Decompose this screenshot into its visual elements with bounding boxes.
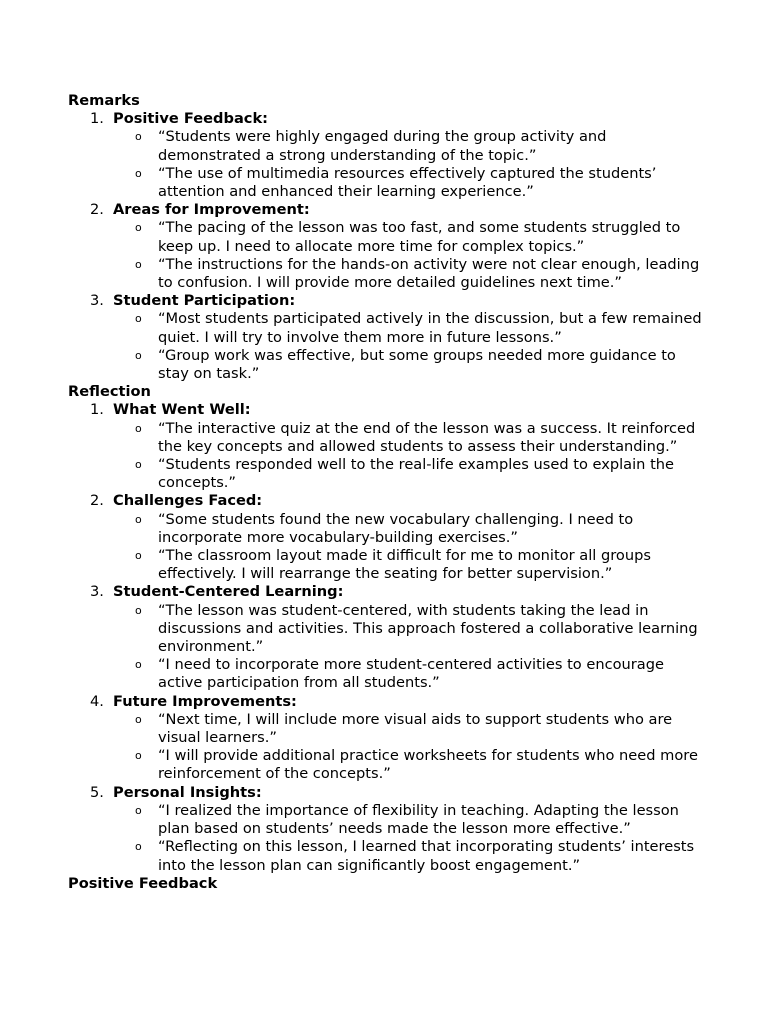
sub-list-item: [113, 747, 703, 783]
sub-list-item: [113, 511, 703, 547]
item-number: 1.: [90, 401, 104, 419]
item-title: Areas for Improvement:: [113, 201, 310, 219]
sub-list-item: [113, 420, 703, 456]
list-item: [68, 583, 708, 692]
sub-list-item: [113, 219, 703, 255]
item-title: Future Improvements:: [113, 692, 297, 710]
note-text: “I realized the importance of flexibility in teaching. Adapting the lesson plan based on students’ needs made the lesson more effective.”: [158, 801, 679, 838]
bullet-icon: o: [135, 803, 142, 817]
note-text: “Students were highly engaged during the group activity and demonstrated a strong understanding of the topic.”: [158, 128, 607, 164]
sub-list-item: [113, 165, 703, 201]
bullet-icon: o: [135, 130, 142, 144]
list-item: [68, 784, 708, 875]
bullet-icon: o: [135, 549, 142, 563]
sub-list: [113, 511, 708, 584]
sub-list-item: [113, 547, 703, 583]
note-text: “The classroom layout made it difficult for me to monitor all groups effectively. I will rearrange the seating for better supervision.”: [158, 547, 651, 583]
item-title: Student-Centered Learning:: [113, 583, 344, 601]
bullet-icon: o: [135, 421, 142, 435]
bullet-icon: o: [135, 221, 142, 235]
item-number: 4.: [90, 692, 104, 710]
item-number: 2.: [90, 201, 104, 219]
item-title: Student Participation:: [113, 292, 296, 310]
numbered-list: [68, 110, 708, 383]
note-text: “I will provide additional practice worksheets for students who need more reinforcement of the concepts.”: [158, 747, 698, 783]
document-page: [68, 92, 708, 893]
list-item: [68, 201, 708, 292]
note-text: “The pacing of the lesson was too fast, and some students struggled to keep up. I need to allocate more time for complex topics.”: [158, 219, 681, 255]
numbered-list: [68, 401, 708, 874]
item-number: 3.: [90, 583, 104, 601]
item-title: What Went Well:: [113, 401, 251, 419]
sub-list-item: [113, 656, 703, 692]
sub-list-item: [113, 347, 703, 383]
list-item: [68, 693, 708, 784]
bullet-icon: o: [135, 512, 142, 526]
sub-list: [113, 802, 708, 875]
note-text: “The interactive quiz at the end of the lesson was a success. It reinforced the key concepts and allowed students to assess their understanding.”: [158, 419, 696, 455]
note-text: “The use of multimedia resources effectively captured the students’ attention and enhanced their learning experience.”: [158, 164, 657, 200]
item-number: 2.: [90, 492, 104, 510]
sub-list-item: [113, 711, 703, 747]
bullet-icon: o: [135, 458, 142, 472]
item-title: Positive Feedback:: [113, 110, 268, 128]
bullet-icon: o: [135, 712, 142, 726]
list-item: [68, 110, 708, 201]
list-item: [68, 401, 708, 492]
sub-list: [113, 420, 708, 493]
section-heading: Remarks: [68, 92, 140, 109]
note-text: “Reflecting on this lesson, I learned that incorporating students’ interests into the lesson plan can significantly boost engagement.”: [158, 838, 695, 874]
section-heading: Reflection: [68, 383, 151, 401]
note-text: “The instructions for the hands-on activity were not clear enough, leading to confusion. I will provide more detailed guidelines next time.”: [158, 255, 700, 292]
sub-list-item: [113, 802, 703, 838]
bullet-icon: o: [135, 312, 142, 326]
list-item: [68, 292, 708, 383]
item-number: 1.: [90, 110, 104, 128]
section-remarks: [68, 92, 708, 383]
sub-list-item: [113, 310, 703, 346]
note-text: “I need to incorporate more student-centered activities to encourage active participation from all students.”: [158, 656, 664, 692]
note-text: “Some students found the new vocabulary challenging. I need to incorporate more vocabulary-building exercises.”: [158, 510, 634, 546]
bullet-icon: o: [135, 166, 142, 180]
bullet-icon: o: [135, 257, 142, 271]
sub-list: [113, 219, 708, 292]
note-text: “Students responded well to the real-life examples used to explain the concepts.”: [158, 456, 675, 492]
note-text: “Group work was effective, but some groups needed more guidance to stay on task.”: [158, 346, 676, 383]
bullet-icon: o: [135, 603, 142, 617]
sub-list: [113, 128, 708, 201]
item-number: 5.: [90, 783, 104, 801]
note-text: “Next time, I will include more visual aids to support students who are visual learners.”: [158, 710, 673, 747]
list-item: [68, 492, 708, 583]
sub-list-item: [113, 128, 703, 164]
item-title: Personal Insights:: [113, 783, 262, 801]
item-title: Challenges Faced:: [113, 492, 263, 510]
note-text: “The lesson was student-centered, with students taking the lead in discussions and activities. This approach fostered a collaborative learning environment.”: [158, 601, 698, 656]
section-reflection: [68, 383, 708, 874]
sub-list: [113, 711, 708, 784]
sub-list-item: [113, 256, 703, 292]
sub-list: [113, 310, 708, 383]
bullet-icon: o: [135, 749, 142, 763]
sub-list: [113, 602, 708, 693]
sub-list-item: [113, 602, 703, 657]
bullet-icon: o: [135, 348, 142, 362]
bullet-icon: o: [135, 840, 142, 854]
sub-list-item: [113, 456, 703, 492]
sub-list-item: [113, 838, 703, 874]
bullet-icon: o: [135, 658, 142, 672]
note-text: “Most students participated actively in the discussion, but a few remained quiet. I will try to involve them more in future lessons.”: [158, 310, 702, 346]
item-number: 3.: [90, 292, 104, 310]
trailing-heading: Positive Feedback: [68, 874, 218, 892]
